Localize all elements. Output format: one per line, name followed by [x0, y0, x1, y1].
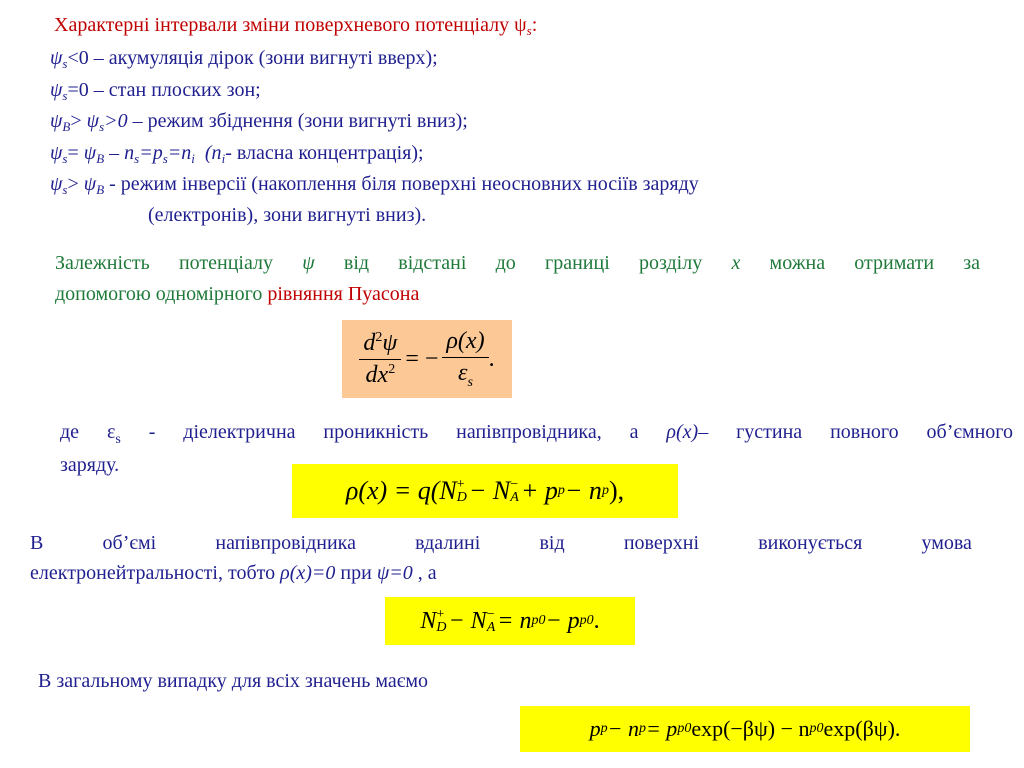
psi-sub: B: [96, 151, 105, 166]
neutral-para-line2: електронейтральності, тобто ρ(x)=0 при ψ=0 , а: [30, 562, 437, 584]
intro-line: [54, 12, 537, 44]
psi-sub: B: [62, 119, 71, 134]
case-text: =0 – стан плоских зон;: [67, 79, 261, 101]
rhs-fraction: $\frac{\rho(x)}{\varepsilon_s}$: [442, 328, 488, 391]
psi-symbol: ψ: [83, 142, 97, 164]
psi-sub: s: [62, 88, 68, 103]
intro-title-end: :: [531, 14, 538, 36]
rho-symbol: ρ(x): [666, 421, 699, 443]
term: =p: [139, 142, 163, 164]
lhs-fraction: $\frac{d^2\psi}{dx^2}$: [359, 330, 401, 389]
neutral-para-line1: В об’ємі напівпровідника вдалині від поверхні виконується умова: [30, 532, 972, 554]
condition: >0: [104, 110, 128, 132]
poisson-equation-name: рівняння Пуасона: [267, 283, 420, 305]
term-sub: s: [162, 151, 168, 166]
term: (n: [194, 142, 222, 164]
poisson-equation: [342, 320, 512, 398]
operator: =: [67, 142, 84, 164]
psi-symbol: ψ: [50, 142, 63, 164]
para-text: – густина повного об’ємного: [698, 421, 1014, 443]
general-equation: p p − n p = p p0 exp(−βψ) − n p0 exp(βψ).: [520, 706, 970, 752]
general-para: В загальному випадку для всіх значень маємо: [38, 670, 428, 692]
psi-symbol: ψ: [50, 110, 63, 132]
case-line-5: [50, 171, 699, 203]
intro-title: Характерні інтервали зміни поверхневого потенціалу ψ: [54, 14, 527, 36]
poisson-para-line2: [55, 281, 419, 308]
psi-sub: s: [62, 56, 68, 71]
psi-sub: s: [99, 119, 105, 134]
equals-minus: = −: [405, 345, 439, 372]
psi-symbol: ψ: [50, 173, 63, 195]
poisson-para-line1: [55, 250, 980, 277]
psi-symbol: ψ: [50, 47, 63, 69]
operator: >: [70, 110, 87, 132]
case-line-1: [50, 45, 438, 77]
psi-symbol: ψ: [86, 110, 100, 132]
term: =n: [167, 142, 192, 164]
psi-symbol: ψ: [302, 252, 315, 274]
para-text: допомогою одномірного: [55, 283, 268, 305]
x-symbol: x: [731, 252, 741, 274]
case-text: – режим збіднення (зони вигнуті вниз);: [127, 110, 468, 132]
term-sub: i: [221, 151, 226, 166]
para-text: від відстані до границі розділу: [343, 252, 703, 274]
psi-sub: s: [62, 151, 68, 166]
eps-para-line1: [60, 419, 1013, 453]
case-line-3: [50, 108, 468, 140]
psi-symbol: ψ: [50, 79, 63, 101]
psi-symbol: ψ: [83, 173, 97, 195]
case-text: - режим інверсії (накоплення біля поверхні неосновних носіїв заряду: [104, 173, 699, 195]
term: – n: [104, 142, 135, 164]
psi-sub: s: [62, 182, 68, 197]
intro-title-sub: s: [526, 23, 532, 38]
charge-equation: ρ(x) = q(N + D − N − A + p p − n p ),: [292, 464, 678, 518]
neutrality-equation: N + D − N − A = n p0 − p p0 .: [385, 597, 635, 645]
operator: >: [67, 173, 84, 195]
case-line-2: [50, 77, 261, 109]
case-text: <0 – акумуляція дірок (зони вигнуті вверх);: [67, 47, 438, 69]
case-line-4: [50, 140, 424, 172]
rho-zero: ρ(x)=0: [280, 562, 336, 584]
para-text: можна отримати за: [769, 252, 981, 274]
eps-para-line2: заряду.: [60, 454, 120, 476]
para-text: де $\varepsilon_s$: [60, 421, 121, 447]
psi-zero: ψ=0: [376, 562, 413, 584]
term-sub: s: [134, 151, 140, 166]
case-line-5-cont: (електронів), зони вигнуті вниз).: [148, 204, 427, 226]
psi-sub: B: [96, 182, 105, 197]
period: .: [488, 345, 495, 372]
para-text: - діелектрична проникність напівпровідника, а: [148, 421, 667, 443]
term-sub: i: [191, 151, 195, 166]
para-text: Залежність потенціалу: [55, 252, 274, 274]
case-text: - власна концентрація);: [225, 142, 424, 164]
